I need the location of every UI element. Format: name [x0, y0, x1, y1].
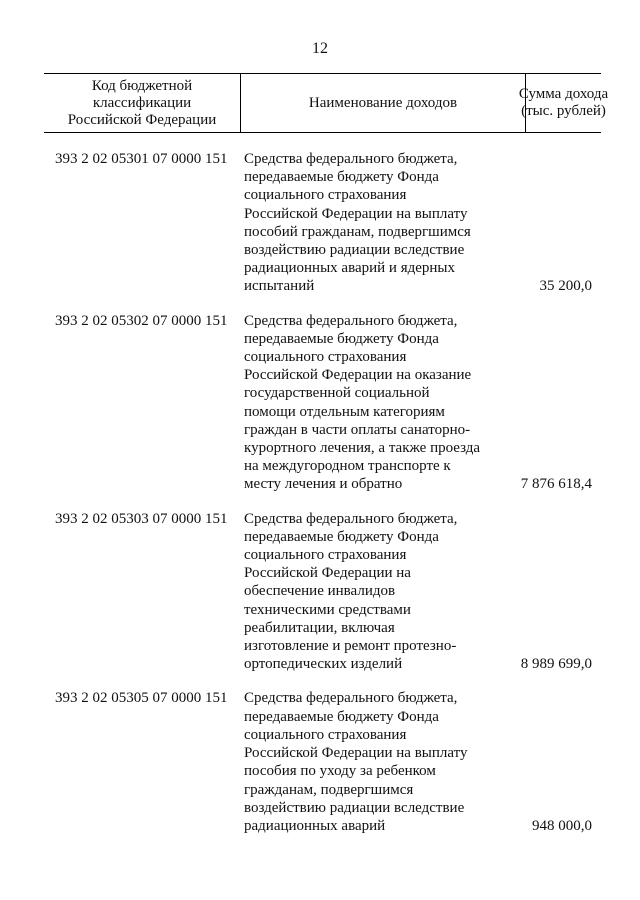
income-name-line: испытаний	[244, 278, 315, 295]
income-name-line: техническими средствами	[244, 601, 411, 618]
income-name	[244, 312, 494, 494]
budget-classification-code: 393 2 02 05303 07 0000 151	[55, 510, 228, 527]
income-name-line: Российской Федерации на	[244, 565, 411, 582]
income-name-line: Российской Федерации на выплату	[244, 205, 468, 222]
income-table-body	[0, 150, 640, 851]
income-name-line: обеспечение инвалидов	[244, 583, 396, 600]
income-name-line: пособия по уходу за ребенком	[244, 763, 436, 780]
header-label-line: Российской Федерации	[67, 111, 217, 128]
income-name-line: передаваемые бюджету Фонда	[244, 169, 439, 186]
header-sum-label	[519, 86, 608, 120]
header-code-label	[68, 78, 217, 129]
income-name-line: Российской Федерации на оказание	[244, 367, 472, 384]
budget-classification-code: 393 2 02 05305 07 0000 151	[55, 690, 228, 707]
table-row	[0, 689, 640, 835]
income-name-line: социального страхования	[244, 547, 407, 564]
budget-classification-code: 393 2 02 05302 07 0000 151	[55, 312, 228, 329]
income-name-line: месту лечения и обратно	[244, 476, 403, 493]
table-row	[0, 510, 640, 674]
header-name-column	[241, 74, 526, 132]
income-name-line: ортопедических изделий	[244, 656, 403, 673]
income-name-line: воздействию радиации вследствие	[244, 799, 465, 816]
income-amount: 7 876 618,4	[520, 476, 592, 493]
header-name-label	[309, 95, 457, 112]
income-name-line: на междугородном транспорте к	[244, 458, 451, 475]
income-name-line: передаваемые бюджету Фонда	[244, 528, 439, 545]
header-label-line: Сумма дохода	[518, 86, 609, 102]
income-name-line: Средства федерального бюджета,	[244, 312, 458, 329]
page-number: 12	[312, 40, 328, 57]
income-name-line: пособий гражданам, подвергшимся	[244, 223, 471, 240]
table-row	[0, 312, 640, 494]
income-name-line: радиационных аварий и ядерных	[244, 260, 455, 277]
income-name-line: радиационных аварий	[244, 817, 386, 834]
header-label-line: Наименование доходов	[308, 94, 458, 111]
income-name-line: государственной социальной	[244, 385, 430, 402]
income-name-line: Российской Федерации на выплату	[244, 745, 468, 762]
header-label-line: (тыс. рублей)	[521, 103, 606, 119]
header-label-line: Код бюджетной	[91, 77, 193, 94]
income-amount: 8 989 699,0	[520, 656, 592, 673]
income-name-line: передаваемые бюджету Фонда	[244, 330, 439, 347]
income-name-line: помощи отдельным категориям	[244, 403, 445, 420]
income-name-line: изготовление и ремонт протезно-	[244, 638, 457, 655]
table-row	[0, 150, 640, 296]
income-name	[244, 689, 494, 835]
income-name	[244, 510, 494, 674]
income-name-line: реабилитации, включая	[244, 619, 395, 636]
income-name-line: Средства федерального бюджета,	[244, 510, 458, 527]
income-name-line: социального страхования	[244, 187, 407, 204]
income-name-line: граждан в части оплаты санаторно-	[244, 421, 471, 438]
income-name-line: воздействию радиации вследствие	[244, 242, 465, 259]
income-name-line: социального страхования	[244, 726, 407, 743]
income-amount: 948 000,0	[532, 817, 592, 834]
header-code-column	[44, 74, 241, 132]
budget-classification-code: 393 2 02 05301 07 0000 151	[55, 151, 228, 167]
income-name-line: Средства федерального бюджета,	[244, 690, 458, 707]
income-amount: 35 200,0	[539, 278, 592, 295]
income-name-line: передаваемые бюджету Фонда	[244, 708, 439, 725]
table-header	[44, 73, 609, 133]
income-name-line: гражданам, подвергшимся	[244, 781, 414, 798]
header-label-line: классификации	[92, 94, 192, 111]
income-name-line: курортного лечения, а также проезда	[244, 440, 481, 457]
header-sum-column	[518, 74, 609, 132]
income-name	[244, 150, 494, 296]
income-name-line: Средства федерального бюджета,	[244, 151, 458, 167]
income-name-line: социального страхования	[244, 349, 407, 366]
